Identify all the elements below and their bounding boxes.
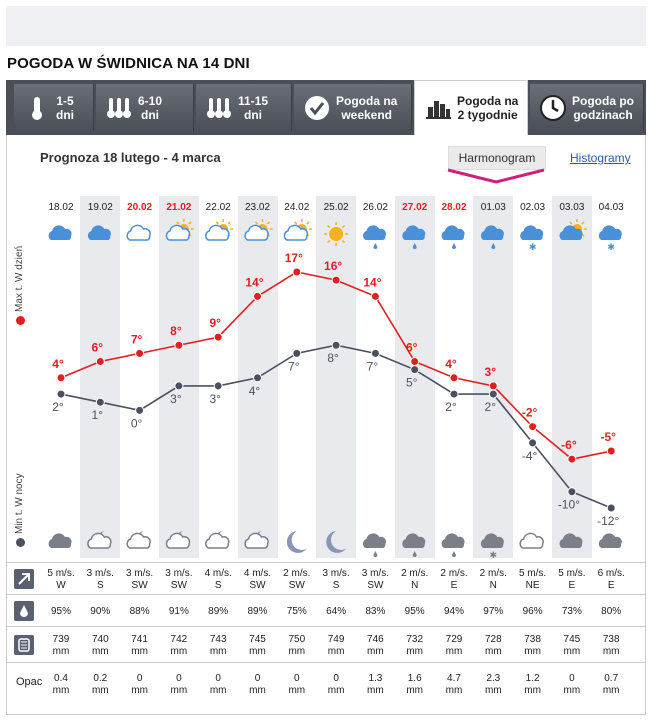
moon-icon	[287, 531, 307, 553]
min-temp-label: 7°	[288, 359, 300, 374]
pressure-cell	[473, 634, 513, 658]
max-temp-point	[607, 447, 615, 455]
rain-cloud-icon	[363, 225, 386, 249]
sun-cloud-outline-icon	[167, 219, 194, 240]
precip-unit: mm	[288, 685, 306, 696]
cloud-outline-icon	[520, 533, 543, 548]
pressure-cell	[434, 634, 474, 658]
precip-unit: mm	[602, 685, 620, 696]
precip-value: 4.7	[447, 673, 461, 684]
precip-value: 0	[176, 673, 182, 684]
min-temp-label: 7°	[366, 359, 379, 374]
wind-direction: S	[96, 580, 104, 591]
pressure-unit: mm	[170, 646, 188, 657]
humidity-row	[6, 594, 646, 626]
date-label: 02.03	[520, 202, 546, 213]
max-temp-axis-label: Max t. W dzień	[14, 245, 25, 312]
max-temp-label: 14°	[245, 275, 264, 290]
moon-cloud-icon	[206, 531, 229, 548]
sun-cloud-outline-icon	[245, 219, 272, 240]
max-temp-point	[411, 358, 419, 366]
max-temp-label: 6°	[405, 340, 418, 355]
cloud-outline-icon	[127, 225, 150, 240]
date-label: 24.02	[284, 202, 310, 213]
snow-cloud-icon	[481, 533, 504, 560]
humidity-cell: 64%	[326, 606, 347, 617]
min-temp-label: 2°	[445, 400, 457, 415]
min-temp-point	[568, 488, 576, 496]
max-temp-point	[214, 333, 222, 341]
pressure-cell	[277, 634, 317, 658]
wind-speed: 3 m/s.	[165, 568, 193, 579]
min-temp-point	[411, 366, 419, 374]
precip-unit: mm	[209, 685, 227, 696]
pressure-value: 745	[563, 634, 581, 645]
tab-label: Pogoda po godzinach	[572, 93, 634, 122]
max-temp-label: 4°	[52, 356, 64, 371]
date-label: 21.02	[166, 202, 192, 213]
wind-row	[6, 562, 646, 594]
pressure-value: 746	[367, 634, 384, 645]
precip-value: 0	[569, 673, 575, 684]
min-temp-label: 2°	[52, 400, 64, 415]
wind-direction: S	[332, 580, 340, 591]
precip-unit: mm	[406, 685, 424, 696]
wind-cell	[41, 568, 81, 592]
date-label: 23.02	[244, 202, 271, 213]
min-temp-label: 3°	[209, 391, 221, 406]
min-temp-point	[450, 390, 458, 398]
sun-cloud-icon	[560, 219, 587, 240]
date-label: 27.02	[402, 202, 428, 213]
precip-unit: mm	[524, 685, 541, 696]
pressure-value: 749	[327, 634, 345, 645]
wind-speed: 2 m/s.	[283, 568, 311, 579]
pressure-value: 741	[131, 634, 148, 645]
humidity-cell: 96%	[522, 606, 543, 617]
wind-cell	[552, 568, 592, 592]
harmonogram-button[interactable]: Harmonogram	[448, 146, 546, 170]
pressure-cell	[159, 634, 199, 658]
precip-value: 0	[215, 673, 221, 684]
sun-cloud-outline-icon	[206, 219, 233, 240]
pressure-value: 745	[249, 634, 266, 645]
min-temp-point	[254, 374, 262, 382]
humidity-cell: 95%	[50, 606, 71, 617]
precip-row-label: Opac	[16, 676, 43, 688]
max-temp-point	[175, 341, 183, 349]
date-label: 03.03	[559, 202, 585, 213]
precip-value: 0.4	[54, 673, 68, 684]
wind-speed: 5 m/s.	[558, 568, 586, 579]
min-temp-point	[332, 341, 340, 349]
cloud-icon	[49, 225, 72, 240]
precip-unit: mm	[367, 685, 384, 696]
min-temp-point	[293, 349, 301, 357]
min-temp-label: -4°	[521, 448, 538, 463]
max-temp-label: 8°	[170, 324, 182, 339]
pressure-cell	[591, 634, 631, 658]
wind-cell	[513, 568, 553, 592]
max-temp-point	[136, 349, 144, 357]
precip-cell	[316, 673, 356, 697]
wind-speed: 5 m/s.	[47, 568, 75, 579]
wind-direction: E	[450, 580, 458, 591]
max-temp-label: 3°	[484, 364, 497, 379]
pressure-unit: mm	[563, 646, 581, 657]
pressure-unit: mm	[131, 646, 148, 657]
precip-cell	[434, 673, 474, 697]
max-temp-label: -2°	[521, 405, 538, 420]
tab-label: 6-10 dni	[138, 93, 163, 122]
rain-cloud-icon	[442, 533, 465, 557]
pressure-value: 729	[445, 634, 463, 645]
humidity-cell: 73%	[561, 606, 582, 617]
precip-value: 0	[333, 673, 339, 684]
sun-cloud-outline-icon	[284, 219, 311, 240]
cloud-icon	[49, 533, 72, 548]
cloud-icon	[88, 225, 111, 240]
wind-speed: 3 m/s.	[125, 568, 154, 579]
wind-direction: SW	[367, 580, 384, 591]
moon-cloud-icon	[127, 531, 150, 548]
min-temp-label: 0°	[130, 416, 143, 431]
pressure-value: 728	[484, 634, 502, 645]
pressure-cell	[552, 634, 592, 658]
pressure-unit: mm	[91, 646, 109, 657]
max-temp-point	[57, 374, 65, 382]
rain-cloud-icon	[402, 533, 425, 557]
precip-unit: mm	[563, 685, 581, 696]
wind-cell	[159, 568, 199, 592]
wind-cell	[198, 568, 238, 592]
wind-direction: S	[214, 580, 222, 591]
max-temp-label: 4°	[445, 356, 457, 371]
min-temp-point	[96, 398, 104, 406]
cloud-icon	[560, 533, 583, 548]
min-temp-label: 4°	[248, 383, 261, 398]
max-temp-label: -5°	[600, 430, 616, 445]
tab-label: 11-15 dni	[238, 93, 269, 122]
wind-direction: E	[607, 580, 615, 591]
pressure-unit: mm	[249, 646, 266, 657]
wind-cell	[434, 568, 474, 592]
humidity-cell: 80%	[601, 606, 622, 617]
precip-unit: mm	[249, 685, 266, 696]
pressure-cell	[120, 634, 160, 658]
pressure-cell	[198, 634, 238, 658]
wind-direction: W	[56, 580, 66, 591]
wind-speed: 4 m/s.	[204, 568, 232, 579]
min-temp-point	[214, 382, 222, 390]
wind-cell	[316, 568, 356, 592]
precip-unit: mm	[484, 685, 502, 696]
precip-cell	[120, 673, 160, 697]
humidity-cell: 89%	[208, 606, 229, 617]
pressure-cell	[355, 634, 395, 658]
date-label: 26.02	[362, 202, 388, 213]
precip-cell	[395, 673, 435, 697]
wind-cell	[591, 568, 631, 592]
min-temp-label: 8°	[327, 351, 339, 366]
max-temp-point	[529, 423, 537, 431]
wind-speed: 4 m/s.	[243, 568, 272, 579]
precip-cell	[552, 673, 592, 697]
pressure-unit: mm	[484, 646, 502, 657]
max-temp-label: -6°	[561, 438, 577, 453]
tab-label: Pogoda na 2 tygodnie	[457, 94, 519, 122]
wind-direction: SW	[170, 580, 187, 591]
wind-cell	[473, 568, 513, 592]
wind-cell	[238, 568, 278, 592]
tab-label: 1-5 dni	[56, 93, 74, 122]
precip-value: 0	[136, 673, 143, 684]
precip-value: 2.3	[486, 673, 501, 684]
min-temp-point	[489, 390, 497, 398]
wind-speed: 5 m/s.	[518, 568, 547, 579]
precip-value: 0	[254, 673, 261, 684]
precip-cell	[238, 673, 278, 697]
wind-speed: 2 m/s.	[479, 568, 507, 579]
pressure-value: 738	[602, 634, 620, 645]
humidity-cell: 91%	[168, 606, 189, 617]
rain-cloud-icon	[481, 225, 504, 249]
date-label: 04.03	[598, 202, 624, 213]
max-temp-label: 6°	[91, 340, 104, 355]
wind-direction: NE	[525, 580, 540, 591]
date-label: 20.02	[127, 202, 153, 213]
min-temp-point	[371, 349, 379, 357]
min-temp-label: -10°	[557, 497, 580, 512]
pressure-unit: mm	[406, 646, 424, 657]
max-temp-point	[332, 276, 340, 284]
min-temp-label: 5°	[405, 375, 418, 390]
pressure-unit: mm	[209, 646, 227, 657]
precip-cell	[159, 673, 199, 697]
pressure-unit: mm	[524, 646, 541, 657]
wind-speed: 2 m/s.	[401, 568, 429, 579]
humidity-cell: 90%	[90, 606, 111, 617]
wind-direction: N	[489, 580, 497, 591]
pressure-value: 742	[170, 634, 188, 645]
humidity-cell: 83%	[365, 606, 386, 617]
pressure-value: 738	[524, 634, 541, 645]
rain-cloud-icon	[402, 225, 425, 249]
humidity-cell: 95%	[404, 606, 425, 617]
pressure-cell	[513, 634, 553, 658]
date-label: 01.03	[480, 202, 506, 213]
min-temp-label: 3°	[170, 391, 182, 406]
pressure-value: 743	[209, 634, 227, 645]
min-legend-dot	[16, 538, 25, 547]
date-label: 25.02	[323, 202, 349, 213]
min-temp-point	[57, 390, 65, 398]
min-temp-point	[175, 382, 183, 390]
wind-cell	[120, 568, 160, 592]
snow-cloud-icon	[599, 225, 622, 252]
pressure-cell	[395, 634, 435, 658]
wind-cell	[395, 568, 435, 592]
precip-value: 1.3	[368, 673, 383, 684]
wind-direction: N	[411, 580, 419, 591]
min-temp-point	[607, 504, 615, 512]
precip-cell	[198, 673, 238, 697]
max-temp-point	[96, 358, 104, 366]
max-temp-label: 16°	[324, 259, 343, 274]
pressure-unit: mm	[367, 646, 384, 657]
max-legend-dot	[16, 316, 25, 325]
forecast-subtitle: Prognoza 18 lutego - 4 marca	[40, 150, 221, 165]
drop-icon	[14, 601, 34, 621]
humidity-cell: 97%	[483, 606, 504, 617]
humidity-cell: 89%	[247, 606, 268, 617]
precip-value: 1.6	[407, 673, 422, 684]
wind-speed: 2 m/s.	[440, 568, 468, 579]
pressure-cell	[238, 634, 278, 658]
date-label: 18.02	[48, 202, 74, 213]
rain-cloud-icon	[363, 533, 386, 557]
pressure-unit: mm	[445, 646, 463, 657]
svg-text:✱: ✱	[528, 242, 537, 252]
pressure-unit: mm	[52, 646, 70, 657]
min-temp-point	[529, 439, 537, 447]
precip-cell	[513, 673, 553, 697]
date-label: 28.02	[441, 202, 467, 213]
svg-text:✱: ✱	[607, 242, 615, 252]
pressure-value: 732	[406, 634, 424, 645]
precip-cell	[473, 673, 513, 697]
precip-value: 0.2	[93, 673, 108, 684]
precip-unit: mm	[52, 685, 70, 696]
wind-cell	[355, 568, 395, 592]
max-temp-point	[371, 292, 379, 300]
precip-cell	[591, 673, 631, 697]
pressure-value: 750	[288, 634, 306, 645]
svg-text:✱: ✱	[489, 550, 498, 560]
precip-unit: mm	[170, 685, 188, 696]
humidity-cell: 88%	[129, 606, 150, 617]
cloud-icon	[599, 533, 622, 548]
wind-arrow-icon	[14, 569, 34, 589]
max-temp-point	[489, 382, 497, 390]
pressure-cell	[316, 634, 356, 658]
pressure-value: 739	[52, 634, 70, 645]
date-label: 19.02	[87, 202, 113, 213]
barometer-icon	[14, 635, 34, 655]
min-temp-label: 1°	[91, 408, 104, 423]
sun-icon	[324, 222, 348, 246]
min-temp-label: 2°	[484, 400, 497, 415]
min-temp-label: -12°	[597, 514, 620, 528]
max-temp-label: 14°	[363, 275, 382, 290]
precip-cell	[80, 673, 120, 697]
wind-speed: 3 m/s.	[322, 568, 350, 579]
precip-unit: mm	[327, 685, 345, 696]
tab-label: Pogoda na weekend	[336, 93, 398, 122]
precip-value: 0	[294, 673, 300, 684]
humidity-cell: 75%	[286, 606, 307, 617]
wind-direction: SW	[288, 580, 305, 591]
page-title: POGODA W ŚWIDNICA NA 14 DNI	[7, 55, 250, 72]
moon-cloud-icon	[167, 531, 190, 548]
precip-unit: mm	[445, 685, 463, 696]
max-temp-label: 9°	[209, 316, 221, 331]
max-temp-point	[450, 374, 458, 382]
wind-cell	[80, 568, 120, 592]
wind-speed: 3 m/s.	[86, 568, 114, 579]
wind-direction: SW	[131, 580, 148, 591]
min-temp-axis-label: Min t. W nocy	[14, 473, 25, 534]
pressure-unit: mm	[602, 646, 620, 657]
snow-cloud-icon	[520, 225, 543, 252]
wind-speed: 3 m/s.	[361, 568, 389, 579]
rain-cloud-icon	[442, 225, 465, 249]
date-label: 22.02	[205, 202, 231, 213]
moon-icon	[326, 531, 346, 553]
precip-row	[6, 662, 646, 706]
pressure-unit: mm	[327, 646, 345, 657]
max-temp-point	[293, 268, 301, 276]
pressure-unit: mm	[288, 646, 306, 657]
max-temp-line	[61, 272, 611, 459]
precip-unit: mm	[131, 685, 148, 696]
precip-cell	[277, 673, 317, 697]
wind-direction: SW	[249, 580, 266, 591]
precip-cell	[41, 673, 81, 697]
pressure-row	[6, 626, 646, 662]
max-temp-point	[254, 292, 262, 300]
min-temp-point	[136, 406, 144, 414]
wind-direction: E	[568, 580, 576, 591]
humidity-cell: 94%	[443, 606, 464, 617]
precip-cell	[355, 673, 395, 697]
max-temp-label: 7°	[130, 332, 143, 347]
wind-cell	[277, 568, 317, 592]
precip-value: 1.2	[525, 673, 540, 684]
max-temp-label: 17°	[284, 251, 303, 265]
moon-cloud-icon	[88, 531, 111, 548]
pressure-cell	[41, 634, 81, 658]
pressure-cell	[80, 634, 120, 658]
precip-value: 0.7	[604, 673, 619, 684]
moon-cloud-icon	[245, 531, 268, 548]
precip-unit: mm	[91, 685, 109, 696]
max-temp-point	[568, 455, 576, 463]
histogramy-link[interactable]: Histogramy	[570, 151, 631, 165]
wind-speed: 6 m/s.	[597, 568, 625, 579]
pressure-value: 740	[91, 634, 109, 645]
